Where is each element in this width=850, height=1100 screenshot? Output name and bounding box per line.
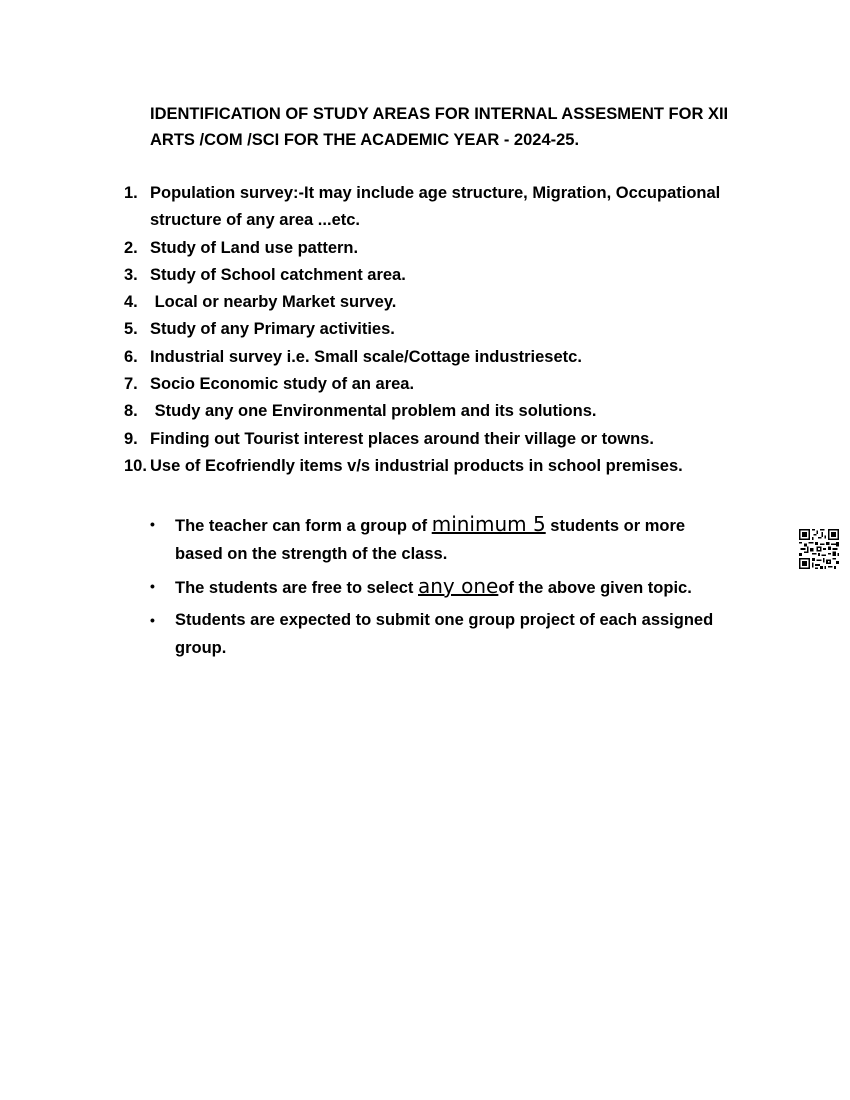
topic-text: Industrial survey i.e. Small scale/Cottage industriesetc. [150, 347, 582, 366]
topic-number: 8. [124, 402, 138, 421]
topic-item [124, 371, 764, 398]
instructions-list [150, 510, 730, 666]
topic-text: Finding out Tourist interest places around their village or towns. [150, 429, 654, 448]
bullet-icon: • [150, 516, 155, 532]
topic-text: Study any one Environmental problem and its solutions. [150, 402, 597, 421]
emphasis-text: any one [418, 574, 499, 598]
qr-code-icon [799, 529, 839, 569]
topic-number: 9. [124, 429, 138, 448]
topic-item [124, 344, 764, 371]
emphasis-text: minimum 5 [431, 512, 546, 536]
topic-text: Local or nearby Market survey. [150, 293, 397, 312]
topic-number: 3. [124, 265, 138, 284]
bullet-icon: • [150, 612, 155, 628]
instruction-text-continued: of the above given topic. [498, 579, 692, 597]
topic-number: 5. [124, 320, 138, 339]
topic-number: 2. [124, 238, 138, 257]
topic-text: Use of Ecofriendly items v/s industrial products in school premises. [150, 456, 683, 475]
topic-number: 7. [124, 375, 138, 394]
instruction-item [150, 510, 730, 568]
topic-text: Socio Economic study of an area. [150, 375, 415, 394]
instruction-text-continued: students or more based on the strength of the class. [175, 517, 686, 563]
topic-item [124, 262, 764, 289]
topic-text-continued: structure of any area ...etc. [150, 211, 360, 230]
topic-item [124, 180, 764, 235]
topic-item [124, 398, 764, 425]
topic-item [124, 235, 764, 262]
instruction-text: The students are free to select [175, 579, 418, 597]
topic-number: 1. [124, 184, 138, 202]
topic-item [124, 453, 764, 480]
topic-text: Study of any Primary activities. [150, 320, 395, 339]
instruction-text: Students are expected to submit one group project of each assigned group. [175, 611, 714, 657]
topic-number: 10. [124, 456, 147, 475]
title-line-2: ARTS /COM /SCI FOR THE ACADEMIC YEAR - 2024-25. [150, 131, 580, 149]
title-line-1: IDENTIFICATION OF STUDY AREAS FOR INTERNAL ASSESMENT FOR XII [150, 105, 729, 123]
topic-text: Study of Land use pattern. [150, 238, 359, 257]
topic-item [124, 426, 764, 453]
topic-item [124, 289, 764, 316]
topic-number: 6. [124, 347, 138, 366]
instruction-text: The teacher can form a group of [175, 517, 432, 535]
topic-item [124, 316, 764, 343]
instruction-item [150, 606, 730, 662]
topic-number: 4. [124, 293, 138, 312]
bullet-icon: • [150, 578, 155, 594]
topic-text: Study of School catchment area. [150, 265, 406, 284]
instruction-item [150, 572, 730, 602]
document-title [150, 101, 750, 153]
topic-text: Population survey:-It may include age structure, Migration, Occupational [150, 184, 721, 202]
study-topics-list [124, 180, 764, 480]
